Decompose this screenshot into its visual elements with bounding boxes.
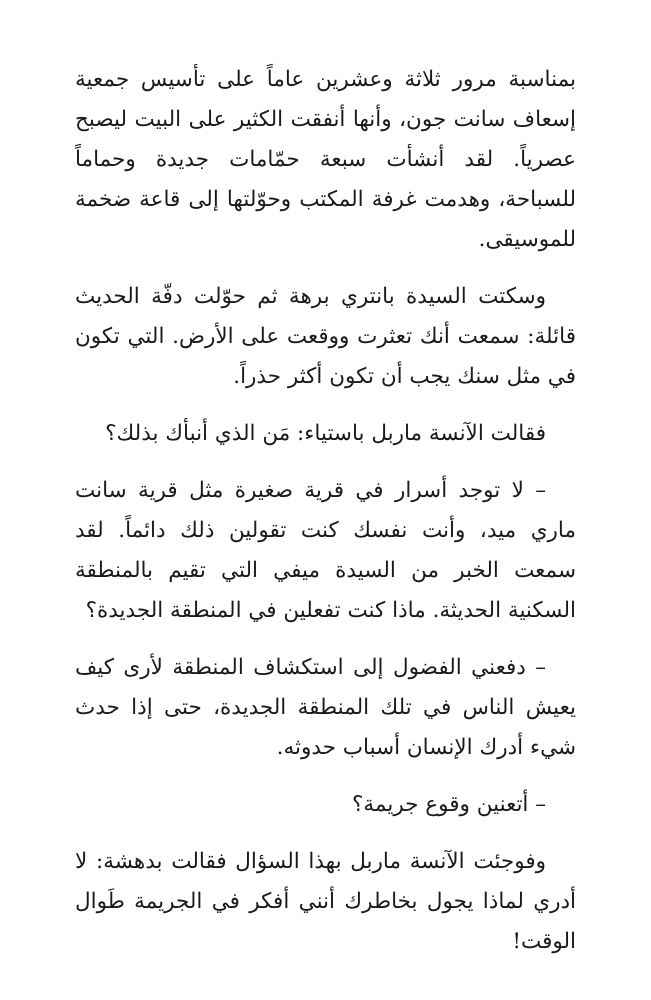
page-text-block — [75, 60, 576, 979]
paragraph-5: – دفعني الفضول إلى استكشاف المنطقة لأرى كيف يعيش الناس في تلك المنطقة الجديدة، حتى إذا حدث شيء أدرك الإنسان أسباب حدوثه. — [75, 655, 576, 760]
paragraph-1: بمناسبة مرور ثلاثة وعشرين عاماً على تأسيس جمعية إسعاف سانت جون، وأنها أنفقت الكثير على البيت ليصبح عصرياً. لقد أنشأت سبعة حمّامات جديدة وحماماً للسباحة، وهدمت غرفة المكتب وحوّلتها إلى قاعة ضخمة للموسيقى. — [75, 67, 576, 252]
paragraph-7: وفوجئت الآنسة ماربل بهذا السؤال فقالت بدهشة: لا أدري لماذا يجول بخاطرك أنني أفكر في الجريمة طَوال الوقت! — [75, 849, 576, 954]
paragraph-2: وسكتت السيدة بانتري برهة ثم حوّلت دفّة الحديث قائلة: سمعت أنك تعثرت ووقعت على الأرض. التي تكون في مثل سنك يجب أن تكون أكثر حذراً. — [75, 284, 576, 389]
paragraph-3: فقالت الآنسة ماربل باستياء: مَن الذي أنبأك بذلك؟ — [105, 421, 546, 446]
paragraph-6: – أتعنين وقوع جريمة؟ — [351, 792, 546, 817]
paragraph-4: – لا توجد أسرار في قرية صغيرة مثل قرية سانت ماري ميد، وأنت نفسك كنت تقولين ذلك دائماً. لقد سمعت الخبر من السيدة ميفي التي تقيم بالمنطقة السكنية الحديثة. ماذا كنت تفعلين في المنطقة الجديدة؟ — [75, 478, 576, 623]
